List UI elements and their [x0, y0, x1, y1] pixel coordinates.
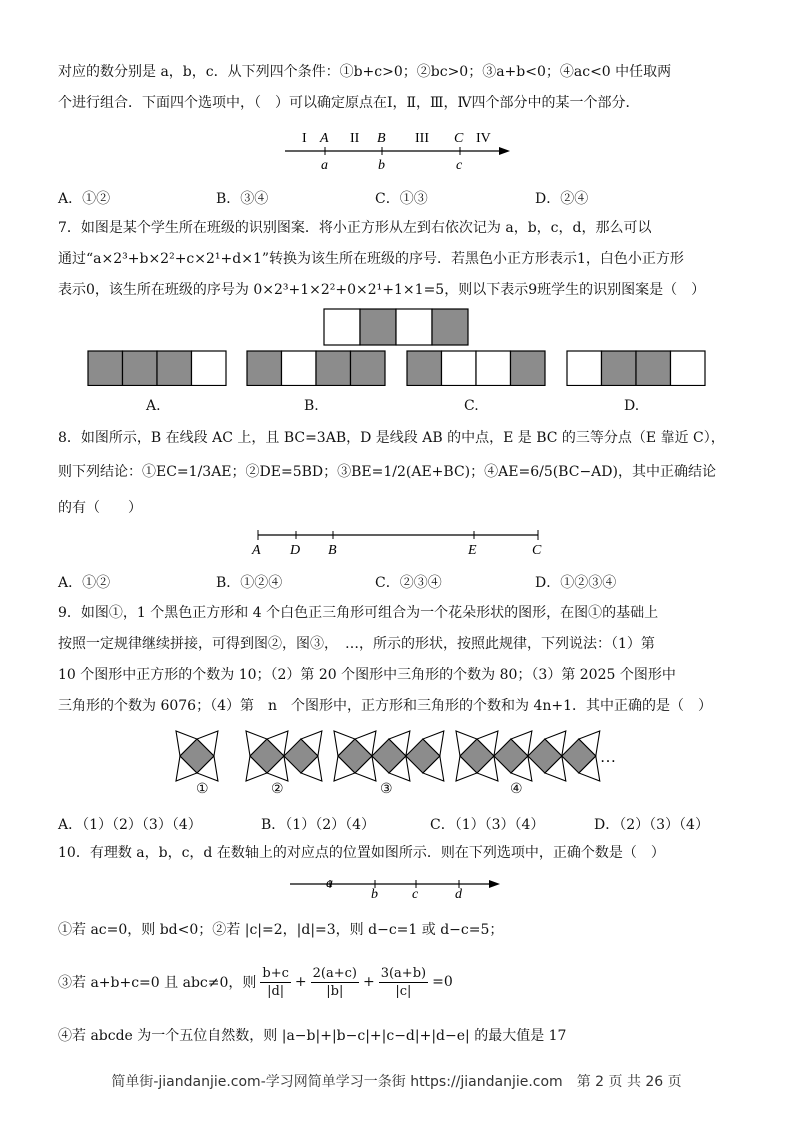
q6-option-b[interactable]: B．③④: [216, 191, 269, 207]
black-square: [511, 351, 546, 386]
q8-segment-diagram: [250, 527, 550, 557]
white-square: [476, 351, 511, 386]
q9-figure-label: ③: [380, 781, 393, 797]
value-label: c: [456, 158, 463, 172]
denominator: |c|: [395, 983, 412, 999]
q10-text-line1: 10．有理数 a，b，c，d 在数轴上的对应点的位置如图所示．则在下列选项中，正确个数是（ ）: [58, 845, 665, 861]
q9-option-c[interactable]: C．（1）（3）（4）: [430, 817, 545, 833]
numerator: b+c: [262, 965, 289, 981]
q6-option-c[interactable]: C．①③: [375, 191, 428, 207]
q8-text-line1: 8．如图所示，B 在线段 AC 上，且 BC=3AB，D 是线段 AB 的中点，E 是 BC 的三等分点（E 靠近 C），: [58, 430, 725, 446]
white-square: [192, 351, 227, 386]
q9-text-line3: 10 个图形中正方形的个数为 10；（2）第 20 个图形中三角形的个数为 80；（3）第 2025 个图形中: [58, 667, 676, 683]
fraction: [311, 965, 359, 1000]
numerator: 3(a+b): [380, 965, 427, 981]
q7-choice-label[interactable]: A.: [146, 398, 161, 414]
point-label: A: [252, 543, 261, 557]
q7-choice-label[interactable]: B.: [304, 398, 319, 414]
white-square: [324, 309, 360, 345]
black-square: [123, 351, 158, 386]
plus-sign: +: [294, 974, 307, 990]
page-footer: 简单街-jiandanjie.com-学习网简单学习一条街 https://jiandanjie.com 第 2 页 共 26 页: [111, 1074, 682, 1090]
q6-text-line2: 个进行组合．下面四个选项中，（ ）可以确定原点在Ⅰ，Ⅱ，Ⅲ，Ⅳ四个部分中的某一个部分．: [58, 95, 640, 111]
q7-text-line3: 表示0，该生所在班级的序号为 0×2³+1×2²+0×2¹+1×1=5，则以下表示9班学生的识别图案是（ ）: [58, 282, 706, 298]
q7-choice-label[interactable]: C.: [464, 398, 479, 414]
statement-suffix: =0: [432, 974, 453, 990]
q6-text-line1: 对应的数分别是 a，b，c．从下列四个条件：①b+c>0；②bc>0；③a+b<0；④ac<0 中任取两: [58, 64, 672, 80]
black-square: [316, 351, 351, 386]
point-label: d: [455, 887, 462, 902]
black-square: [636, 351, 671, 386]
black-square: [157, 351, 192, 386]
q9-text-line1: 9．如图①，1 个黑色正方形和 4 个白色正三角形可组合为一个花朵形状的图形，在图①的基础上: [58, 605, 659, 621]
point-label: c: [412, 887, 419, 902]
point-label: a: [326, 876, 333, 891]
q10-statement-1-2: ①若 ac=0，则 bd<0；②若 |c|=2，|d|=3，则 d−c=1 或 d−c=5；: [58, 922, 504, 938]
black-square: [88, 351, 123, 386]
q7-choice-label[interactable]: D.: [624, 398, 640, 414]
point-label: C: [532, 543, 542, 557]
numerator: 2(a+c): [312, 965, 357, 981]
black-square: [247, 351, 282, 386]
q6-option-d[interactable]: D．②④: [535, 191, 589, 207]
white-square: [282, 351, 317, 386]
q8-option-c[interactable]: C．②③④: [375, 575, 442, 591]
black-square: [432, 309, 468, 345]
q9-figure-label: ④: [510, 781, 523, 797]
region-label: IV: [476, 131, 491, 146]
point-label: A: [320, 131, 329, 146]
value-label: a: [321, 158, 328, 172]
white-square: [396, 309, 432, 345]
q10-statement-4: ④若 abcde 为一个五位自然数，则 |a−b|+|b−c|+|c−d|+|d−e| 的最大值是 17: [58, 1028, 567, 1044]
q6-number-line: [280, 124, 520, 172]
q7-example-pattern: [323, 308, 469, 346]
region-label: III: [415, 131, 429, 146]
q9-option-d[interactable]: D．（2）（3）（4）: [594, 817, 709, 833]
ellipsis: …: [600, 749, 616, 766]
q7-choice-a-pattern[interactable]: [87, 350, 228, 386]
denominator: |d|: [267, 983, 285, 999]
q8-option-a[interactable]: A．①②: [58, 575, 111, 591]
q9-flower-figures: [170, 726, 640, 806]
black-square: [602, 351, 637, 386]
q10-number-line: [285, 872, 510, 902]
region-label: I: [302, 131, 307, 146]
q7-text-line2: 通过“a×2³+b×2²+c×2¹+d×1”转换为该生所在班级的序号．若黑色小正方形表示1，白色小正方形: [58, 251, 684, 267]
point-label: D: [290, 543, 301, 557]
denominator: |b|: [326, 983, 344, 999]
q8-text-line3: 的有（ ）: [58, 500, 142, 516]
statement-prefix: ③若 a+b+c=0 且 abc≠0，则: [58, 975, 257, 991]
q9-option-a[interactable]: A．（1）（2）（3）（4）: [58, 817, 202, 833]
black-square: [407, 351, 442, 386]
black-square: [351, 351, 386, 386]
fraction: [260, 965, 291, 1000]
q9-figure-label: ②: [271, 781, 284, 797]
white-square: [442, 351, 477, 386]
q10-statement-3: [58, 962, 453, 1002]
q9-text-line4: 三角形的个数为 6076；（4）第 n 个图形中，正方形和三角形的个数和为 4n+1．其中正确的是（ ）: [58, 698, 713, 714]
q9-figure-label: ①: [196, 781, 209, 797]
white-square: [567, 351, 602, 386]
q8-option-b[interactable]: B．①②④: [216, 575, 283, 591]
point-label: B: [377, 131, 386, 146]
q9-text-line2: 按照一定规律继续拼接，可得到图②，图③， …，所示的形状，按照此规律，下列说法：（1）第: [58, 636, 655, 652]
point-label: b: [371, 887, 378, 902]
q7-choice-c-pattern[interactable]: [406, 350, 547, 386]
q8-option-d[interactable]: D．①②③④: [535, 575, 617, 591]
q8-text-line2: 则下列结论：①EC=1/3AE；②DE=5BD；③BE=1/2(AE+BC)；④AE=6/5(BC−AD)，其中正确结论: [58, 464, 716, 480]
plus-sign: +: [362, 974, 375, 990]
q7-text-line1: 7．如图是某个学生所在班级的识别图案．将小正方形从左到右依次记为 a，b，c，d，那么可以: [58, 220, 652, 236]
white-square: [671, 351, 706, 386]
q9-option-b[interactable]: B．（1）（2）（4）: [261, 817, 376, 833]
point-label: C: [454, 131, 464, 146]
point-label: E: [468, 543, 477, 557]
point-label: B: [328, 543, 337, 557]
q6-option-a[interactable]: A．①②: [58, 191, 111, 207]
value-label: b: [378, 158, 385, 172]
q7-choice-d-pattern[interactable]: [566, 350, 707, 386]
black-square: [360, 309, 396, 345]
region-label: II: [350, 131, 360, 146]
fraction: [379, 965, 428, 1000]
q7-choice-b-pattern[interactable]: [246, 350, 387, 386]
